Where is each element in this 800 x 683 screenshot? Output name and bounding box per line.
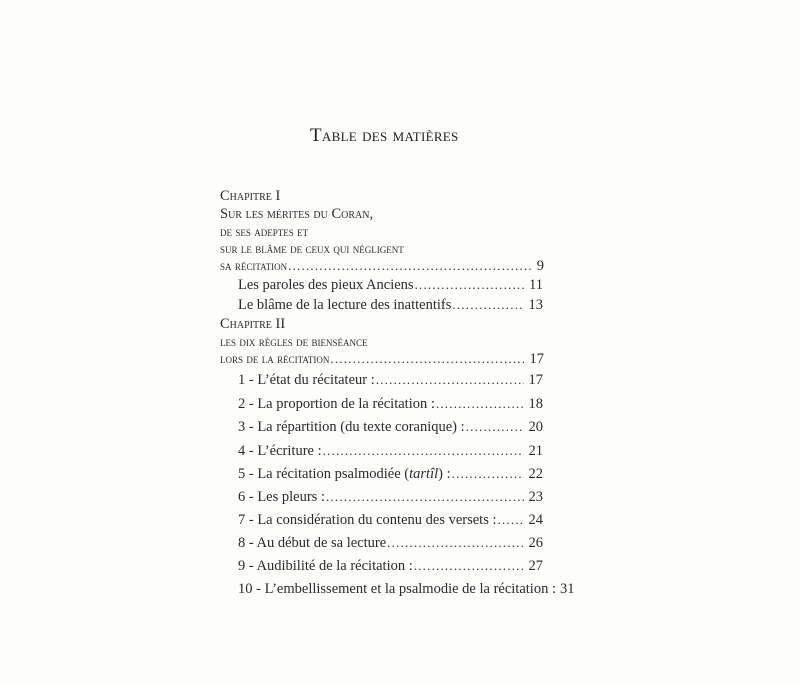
page-number: 22	[528, 466, 543, 482]
page-number: 31	[559, 581, 575, 597]
toc-entry[interactable]	[238, 488, 543, 506]
chapter-2-title-line-1: les dix règles de bienséance	[220, 334, 368, 349]
page-number: 21	[528, 443, 543, 459]
page-number: 27	[528, 558, 543, 574]
toc-entry[interactable]	[238, 296, 543, 314]
entry-label-italic: tartîl	[409, 466, 439, 482]
toc-entry[interactable]	[238, 580, 575, 598]
page-number: 26	[528, 535, 543, 551]
toc-entry[interactable]	[238, 276, 543, 294]
entry-label: Les paroles des pieux Anciens	[238, 277, 414, 293]
toc-entry[interactable]	[238, 371, 543, 389]
entry-label: sa récitation	[220, 258, 288, 273]
leader-dots	[452, 465, 524, 483]
leader-dots	[323, 442, 524, 460]
toc-entry[interactable]	[238, 395, 543, 413]
chapter-1-heading: Chapitre I	[220, 188, 281, 204]
page-number: 18	[528, 396, 543, 412]
page-number: 23	[528, 489, 543, 505]
leader-dots	[387, 534, 523, 552]
leader-dots	[288, 257, 532, 275]
toc-entry[interactable]	[238, 557, 543, 575]
page-number: 11	[529, 277, 543, 293]
entry-label: lors de la récitation	[220, 351, 330, 366]
leader-dots	[436, 395, 524, 413]
chapter-1-title-line-1: Sur les mérites du Coran,	[220, 206, 374, 222]
leader-dots	[452, 296, 523, 314]
chapter-2-title-entry[interactable]	[220, 350, 544, 368]
page-number: 17	[528, 372, 543, 388]
leader-dots	[414, 557, 524, 575]
leader-dots	[376, 371, 524, 389]
chapter-1-title-line-3: sur le blâme de ceux qui négligent	[220, 241, 404, 256]
toc-entry[interactable]	[238, 534, 543, 552]
chapter-1-title-line-2: de ses adeptes et	[220, 224, 309, 239]
entry-label	[238, 465, 451, 483]
leader-dots	[330, 350, 524, 368]
entry-label: 1 - L’état du récitateur :	[238, 372, 375, 388]
toc-entry[interactable]	[238, 442, 543, 460]
chapter-2-heading: Chapitre II	[220, 316, 286, 332]
leader-dots	[415, 276, 524, 294]
entry-label: 9 - Audibilité de la récitation :	[238, 558, 413, 574]
toc-entry[interactable]	[238, 511, 543, 529]
toc-entry[interactable]	[238, 465, 543, 483]
page-number: 20	[528, 419, 543, 435]
entry-label-part: ) :	[438, 466, 451, 482]
page-number: 24	[528, 512, 543, 528]
leader-dots	[498, 511, 524, 529]
entry-label: 10 - L’embellissement et la psalmodie de la récitation :	[238, 581, 556, 597]
page-title: Table des matières	[310, 125, 459, 146]
entry-label-part: 5 - La récitation psalmodiée (	[238, 466, 410, 482]
entry-label: 6 - Les pleurs :	[238, 489, 325, 505]
leader-dots	[326, 488, 524, 506]
entry-label: 7 - La considération du contenu des versets :	[238, 512, 497, 528]
entry-label: Le blâme de la lecture des inattentifs	[238, 297, 452, 313]
page-number: 9	[536, 258, 544, 274]
toc-entry[interactable]	[238, 418, 543, 436]
entry-label: 3 - La répartition (du texte coranique) :	[238, 419, 465, 435]
entry-label: 8 - Au début de sa lecture	[238, 535, 387, 551]
chapter-1-title-entry[interactable]	[220, 257, 544, 275]
page-number: 17	[529, 351, 544, 367]
entry-label: 2 - La proportion de la récitation :	[238, 396, 435, 412]
leader-dots	[466, 418, 524, 436]
entry-label: 4 - L’écriture :	[238, 443, 322, 459]
page-number: 13	[528, 297, 543, 313]
